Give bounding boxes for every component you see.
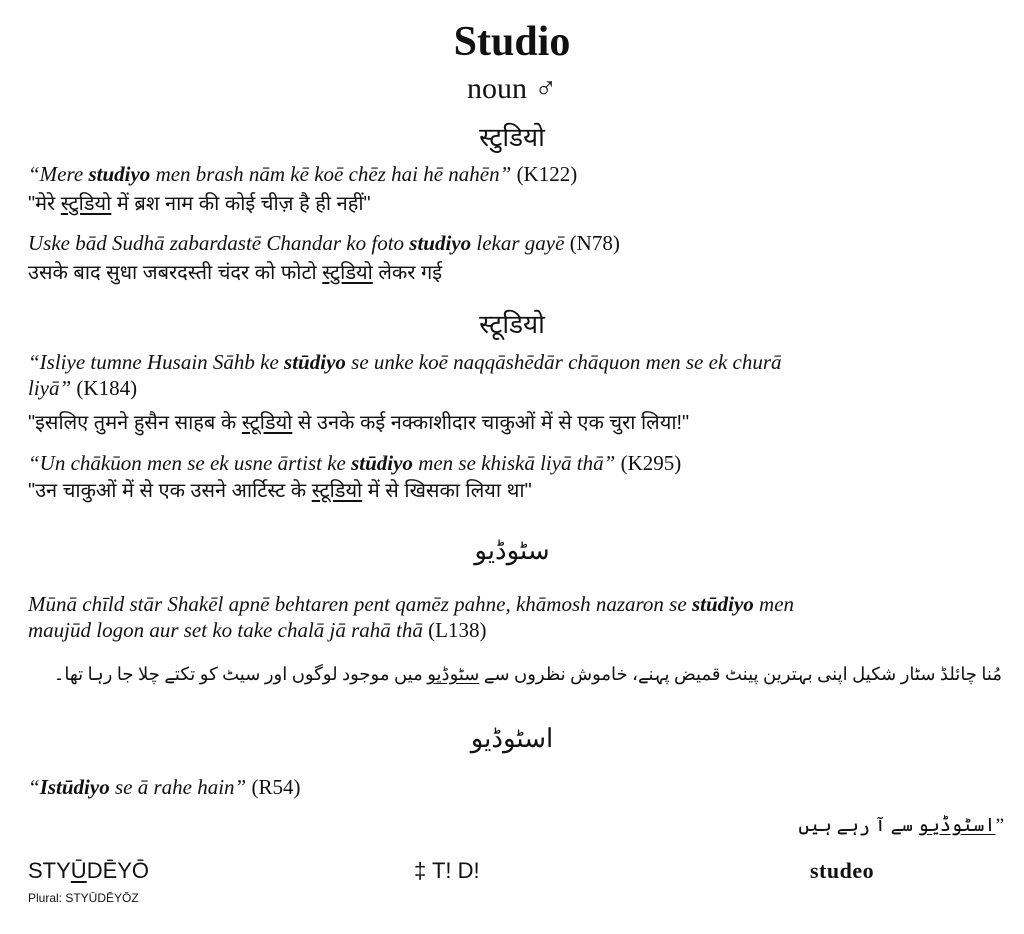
pronunciation: STYŪDĒYŌ <box>28 858 150 883</box>
section1-ex1-devanagari: "मेरे स्टुडियो में ब्रश नाम की कोई चीज़ है ही नहीं" <box>28 193 371 215</box>
section1-ex1-translit: “Mere studiyo men brash nām kē koē chēz hai hē nahēn” (K122) <box>28 162 578 186</box>
section1-heading: स्टुडियो <box>479 122 545 152</box>
plural-form: Plural: STYŪDĒYŌZ <box>28 891 139 905</box>
section3-urdu: مُنا چائلڈ سٹار شکیل اپنی بہترین پینٹ قمیض پہنے، خاموش نظروں سے سٹوڈیو میں موجود لوگوں اور سیٹ کو تکتے چلا جا رہا تھا۔ <box>53 664 1002 684</box>
section2-ex1-translit: “Isliye tumne Husain Sāhb ke stūdiyo se unke koē naqqāshēdār chāquon men se ek churā liyā” (K184) <box>28 350 782 400</box>
headword: Studio <box>453 19 571 65</box>
section1-ex2-translit: Uske bād Sudhā zabardastē Chandar ko foto studiyo lekar gayē (N78) <box>28 231 620 255</box>
blackletter-spelling: studeo <box>810 858 875 883</box>
section2-heading: स्टूडियो <box>479 309 545 339</box>
section4-urdu: ”اسٹوڈیو سے آ رہے ہیں <box>798 815 1004 836</box>
section2-ex2-devanagari: "उन चाकुओं में से एक उसने आर्टिस्ट के स्टूडियो में से खिसका लिया था" <box>28 480 532 502</box>
section4-heading: اسٹوڈیو <box>470 724 554 753</box>
section2-ex2-translit: “Un chākūon men se ek usne ārtist ke stūdiyo men se khiskā liyā thā” (K295) <box>28 451 682 475</box>
section1-ex2-devanagari: उसके बाद सुधा जबरदस्ती चंदर को फोटो स्टुडियो लेकर गई <box>28 262 443 284</box>
section2-ex1-devanagari: "इसलिए तुमने हुसैन साहब के स्टूडियो से उनके कई नक्काशीदार चाकुओं में से एक चुरा लिया!" <box>28 412 690 434</box>
symbol-notation: ‡ T! D! <box>414 858 480 883</box>
section3-heading: سٹوڈیو <box>474 536 550 565</box>
section4-translit: “Istūdiyo se ā rahe hain” (R54) <box>28 775 301 799</box>
part-of-speech: noun ♂ <box>467 72 557 105</box>
section3-translit: Mūnā chīld stār Shakēl apnē behtaren pent qamēz pahne, khāmosh nazaron se stūdiyo men maujūd logon aur set ko take chalā jā rahā thā (L138) <box>28 592 795 642</box>
